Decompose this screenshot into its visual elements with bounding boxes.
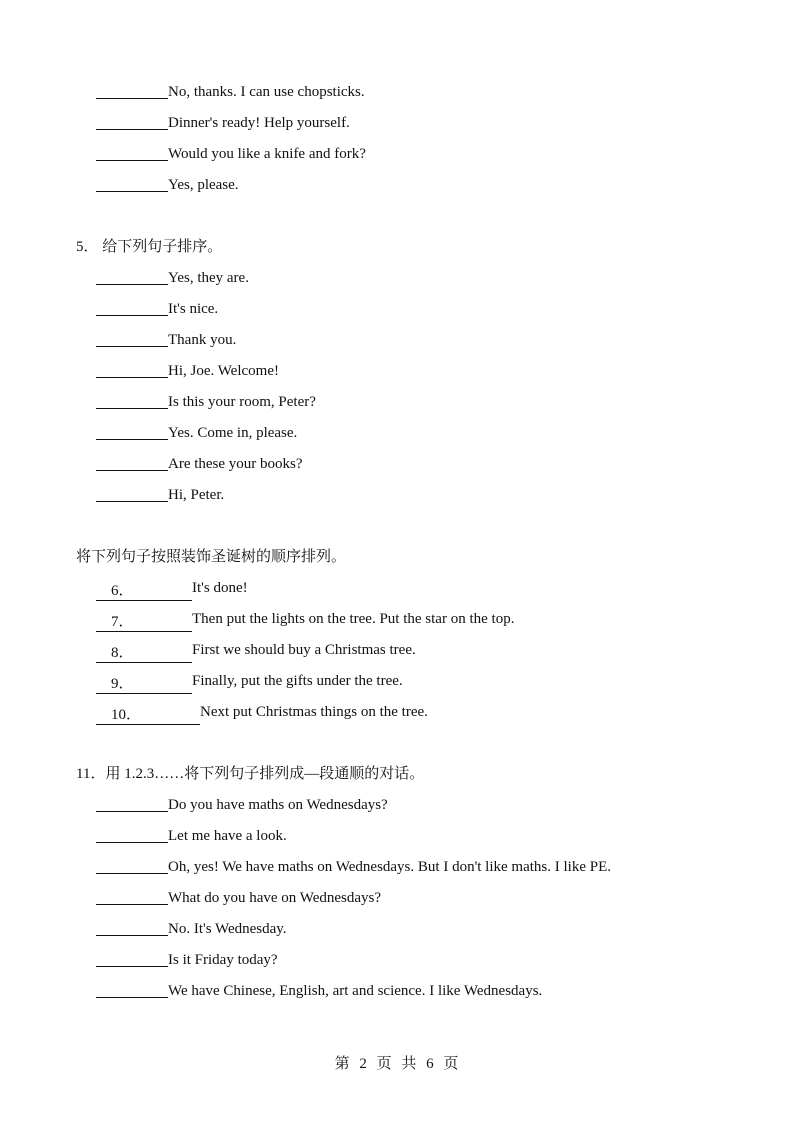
- answer-blank[interactable]: [96, 793, 168, 812]
- answer-blank[interactable]: [96, 359, 168, 378]
- sentence: Dinner's ready! Help yourself.: [168, 115, 350, 131]
- sentence: Yes. Come in, please.: [168, 425, 298, 441]
- answer-blank[interactable]: [96, 80, 168, 99]
- numbered-blank[interactable]: 6．: [96, 582, 192, 601]
- sentence: It's done!: [192, 580, 248, 596]
- list-item: [0, 914, 793, 945]
- question-5: [0, 232, 793, 511]
- answer-blank[interactable]: [96, 390, 168, 409]
- sentence: Finally, put the gifts under the tree.: [192, 673, 403, 689]
- answer-blank[interactable]: [96, 421, 168, 440]
- section-title: 将下列句子按照装饰圣诞树的顺序排列。: [76, 549, 347, 565]
- numbered-blank[interactable]: 9．: [96, 675, 192, 694]
- question-title: 11．用 1.2.3……将下列句子排列成—段通顺的对话。: [76, 766, 425, 782]
- list-item: [0, 821, 793, 852]
- list-item: [0, 697, 793, 728]
- answer-blank[interactable]: [96, 266, 168, 285]
- answer-blank[interactable]: [96, 979, 168, 998]
- sentence: Hi, Joe. Welcome!: [168, 363, 279, 379]
- answer-blank[interactable]: [96, 142, 168, 161]
- sentence: What do you have on Wednesdays?: [168, 890, 382, 906]
- sentence: Thank you.: [168, 332, 237, 348]
- answer-blank[interactable]: [96, 948, 168, 967]
- section-a: [0, 77, 793, 201]
- sentence: Is it Friday today?: [168, 952, 278, 968]
- answer-blank[interactable]: [96, 452, 168, 471]
- list-item: [0, 883, 793, 914]
- sentence: We have Chinese, English, art and science. I like Wednesdays.: [168, 983, 543, 999]
- sentence: Is this your room, Peter?: [168, 394, 316, 410]
- sentence: Then put the lights on the tree. Put the star on the top.: [192, 611, 515, 627]
- sentence: Oh, yes! We have maths on Wednesdays. But I don't like maths. I like PE.: [168, 859, 611, 875]
- question-11: [0, 759, 793, 1007]
- worksheet-page: [0, 77, 793, 1007]
- numbered-blank[interactable]: 8．: [96, 644, 192, 663]
- sentence: Next put Christmas things on the tree.: [200, 704, 428, 720]
- page-footer: 第 2 页 共 6 页: [334, 1056, 459, 1072]
- sentence: No. It's Wednesday.: [168, 921, 287, 937]
- sentence: Would you like a knife and fork?: [168, 146, 366, 162]
- sentence: Yes, they are.: [168, 270, 249, 286]
- list-item: [0, 604, 793, 635]
- answer-blank[interactable]: [96, 111, 168, 130]
- list-item: [0, 356, 793, 387]
- list-item: [0, 449, 793, 480]
- sentence: Hi, Peter.: [168, 487, 225, 503]
- sentence: Let me have a look.: [168, 828, 287, 844]
- list-item: [0, 573, 793, 604]
- list-item: [0, 294, 793, 325]
- list-item: [0, 418, 793, 449]
- numbered-blank[interactable]: 10．: [96, 706, 200, 725]
- answer-blank[interactable]: [96, 483, 168, 502]
- list-item: [0, 139, 793, 170]
- list-item: [0, 325, 793, 356]
- sentence: Are these your books?: [168, 456, 303, 472]
- christmas-section: [0, 542, 793, 728]
- answer-blank[interactable]: [96, 328, 168, 347]
- list-item: [0, 108, 793, 139]
- sentence: First we should buy a Christmas tree.: [192, 642, 416, 658]
- list-item: [0, 976, 793, 1007]
- list-item: [0, 666, 793, 697]
- list-item: [0, 480, 793, 511]
- answer-blank[interactable]: [96, 917, 168, 936]
- question-title: 5． 给下列句子排序。: [76, 239, 223, 255]
- answer-blank[interactable]: [96, 855, 168, 874]
- numbered-blank[interactable]: 7．: [96, 613, 192, 632]
- answer-blank[interactable]: [96, 824, 168, 843]
- list-item: [0, 263, 793, 294]
- list-item: [0, 387, 793, 418]
- list-item: [0, 790, 793, 821]
- list-item: [0, 635, 793, 666]
- sentence: No, thanks. I can use chopsticks.: [168, 84, 365, 100]
- answer-blank[interactable]: [96, 173, 168, 192]
- list-item: [0, 852, 793, 883]
- answer-blank[interactable]: [96, 886, 168, 905]
- sentence: It's nice.: [168, 301, 219, 317]
- sentence: Yes, please.: [168, 177, 239, 193]
- sentence: Do you have maths on Wednesdays?: [168, 797, 388, 813]
- answer-blank[interactable]: [96, 297, 168, 316]
- list-item: [0, 77, 793, 108]
- list-item: [0, 170, 793, 201]
- list-item: [0, 945, 793, 976]
